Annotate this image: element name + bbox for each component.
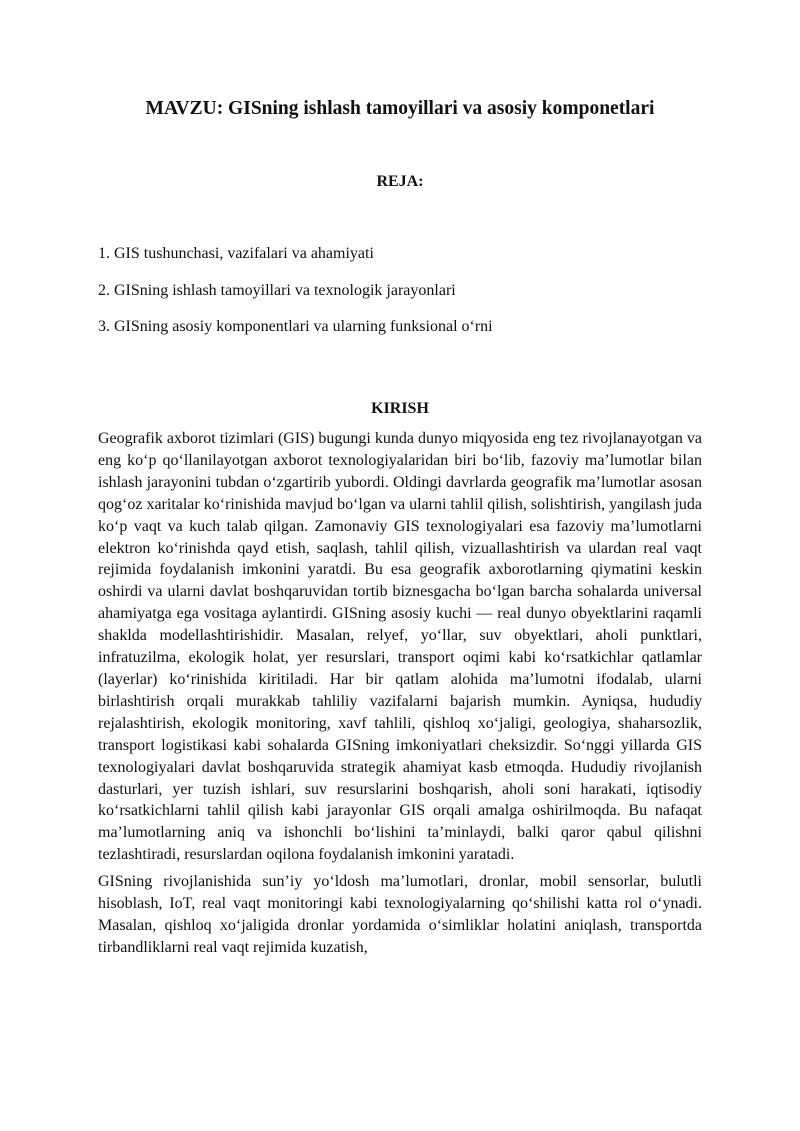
- plan-item: 1. GIS tushunchasi, vazifalari va ahamiyati: [98, 245, 374, 262]
- document-title: MAVZU: GISning ishlash tamoyillari va asosiy komponetlari: [145, 98, 655, 119]
- plan-item: 2. GISning ishlash tamoyillari va texnologik jarayonlari: [98, 281, 456, 299]
- plan-heading: REJA:: [376, 173, 424, 190]
- paragraph: GISning rivojlanishida sun’iy yo‘ldosh ma’lumotlari, dronlar, mobil sensorlar, bulutli hisoblash, IoT, real vaqt monitoringi kabi texnologiyalarning qo‘shilishi katta rol o‘ynadi. Masalan, qishloq xo‘jaligida dronlar yordamida o‘simliklar holatini aniqlash, transportda tirbandliklarni real vaqt rejimida kuzatish,: [98, 873, 702, 956]
- intro-heading: KIRISH: [371, 400, 429, 417]
- plan-list: [98, 244, 708, 354]
- intro-body: [98, 428, 702, 964]
- plan-item: 3. GISning asosiy komponentlari va ularning funksional o‘rni: [98, 318, 493, 335]
- paragraph: Geografik axborot tizimlari (GIS) bugungi kunda dunyo miqyosida eng tez rivojlanayotgan va eng ko‘p qo‘llanilayotgan axborot texnologiyalaridan biri bo‘lib, fazoviy ma’lumotlar bilan ishlash jarayonini tubdan o‘zgartirib yubordi. Oldingi davrlarda geografik ma’lumotlar asosan qog‘oz xaritalar ko‘rinishida mavjud bo‘lgan va ularni tahlil qilish, solishtirish, yangilash juda ko‘p vaqt va kuch talab qilgan. Zamonaviy GIS texnologiyalari esa fazoviy ma’lumotlarni elektron ko‘rinishda qayd etish, saqlash, tahlil qilish, vizuallashtirish va ulardan real vaqt rejimida foydalanish imkonini yaratdi. Bu esa geografik axborotlarning qiymatini keskin oshirdi va ularni davlat boshqaruvidan tortib biznesgacha bo‘lgan barcha sohalarda universal ahamiyatga ega vositaga aylantirdi. GISning asosiy kuchi — real dunyo obyektlarini raqamli shaklda modellashtirishidir. Masalan, relyef, yo‘llar, suv obyektlari, aholi punktlari, infratuzilma, ekologik holat, yer resurslari, transport oqimi kabi ko‘rsatkichlar qatlamlar (layerlar) ko‘rinishida kiritiladi. Har bir qatlam alohida ma’lumotni ifodalab, ularni birlashtirish orqali murakkab tahliliy vazifalarni bajarish mumkin. Ayniqsa, hududiy rejalashtirish, ekologik monitoring, xavf tahlili, qishloq xo‘jaligi, geologiya, shaharsozlik, transport logistikasi kabi sohalarda GISning imkoniyatlari cheksizdir. So‘nggi yillarda GIS texnologiyalari davlat boshqaruvida strategik ahamiyat kasb etmoqda. Hududiy rivojlanish dasturlari, yer tuzish ishlari, suv resurslarini boshqarish, aholi soni harakati, iqtisodiy ko‘rsatkichlarni tahlil qilish kabi jarayonlar GIS orqali amalga oshirilmoqda. Bu nafaqat ma’lumotlarning aniq va ishonchli bo‘lishini ta’minlaydi, balki qaror qabul qilishni tezlashtiradi, resurslardan oqilona foydalanish imkonini yaratadi.: [98, 430, 702, 864]
